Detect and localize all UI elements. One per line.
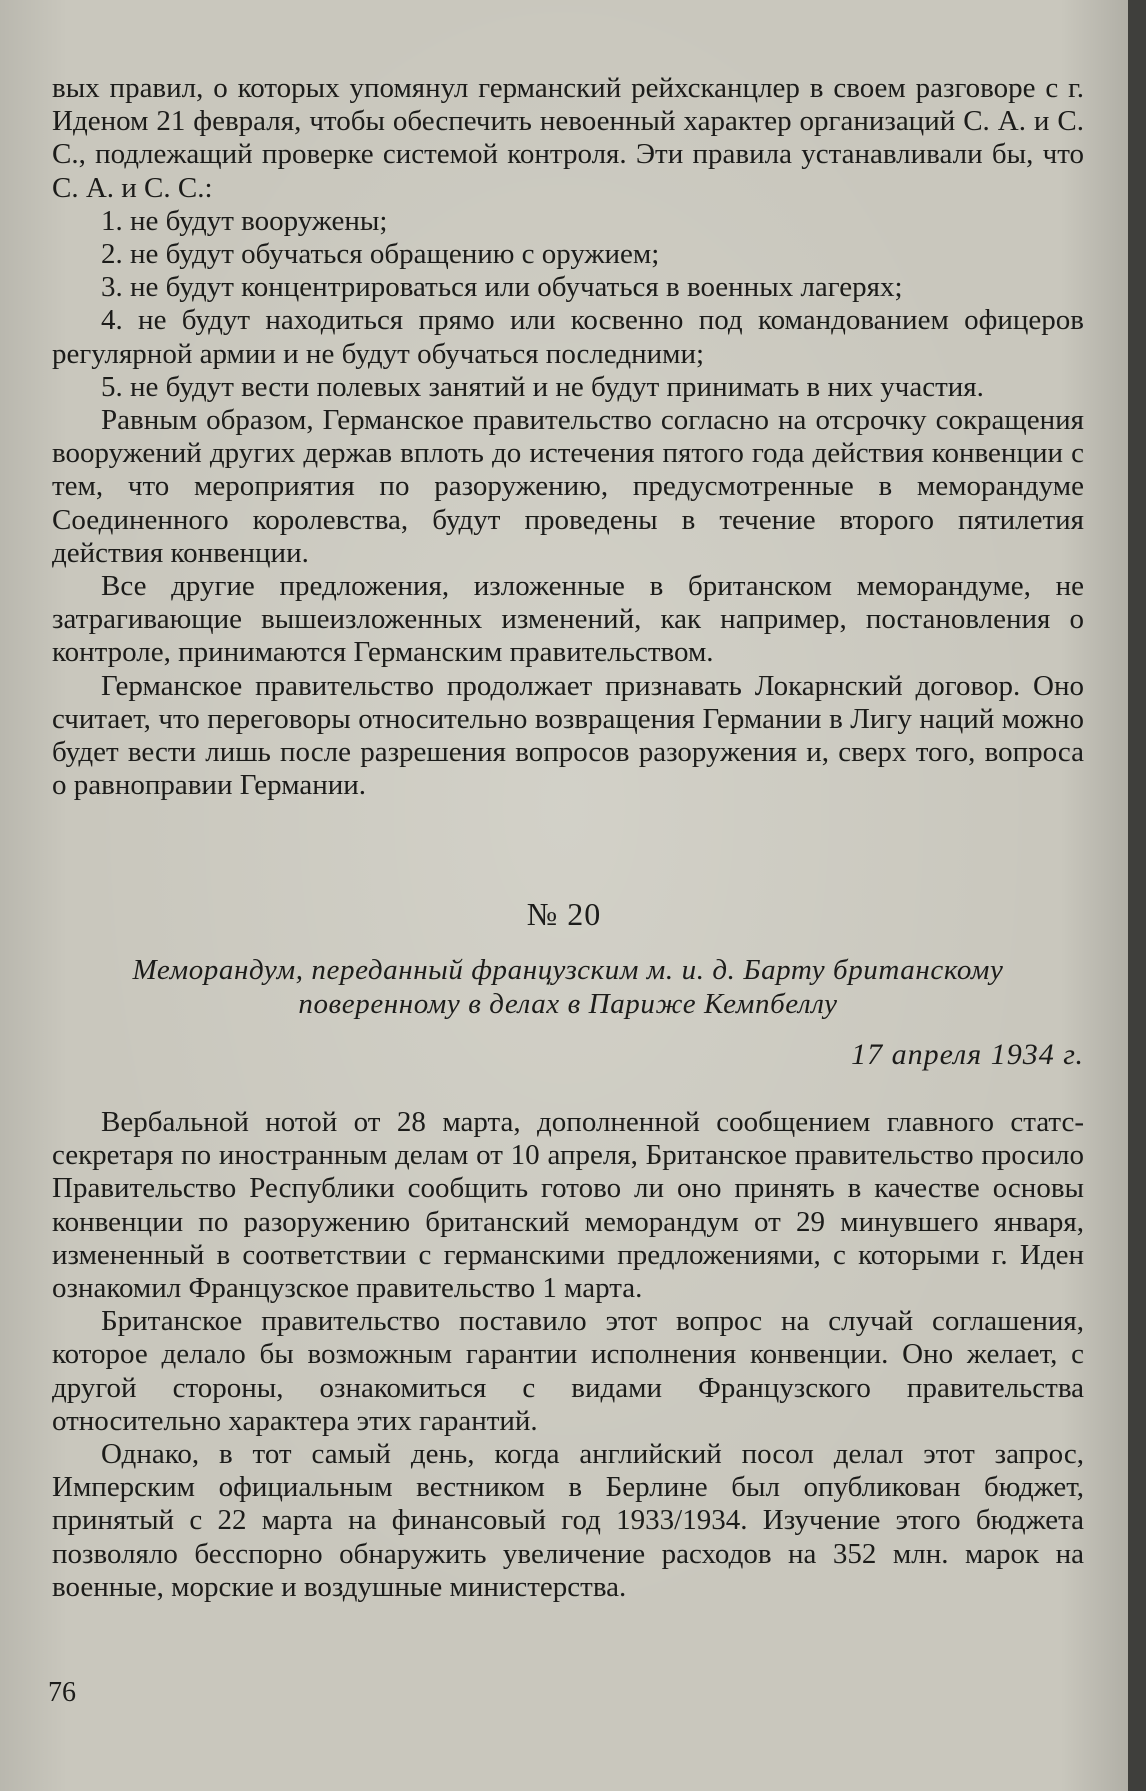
document-number: № 20 <box>526 896 602 932</box>
document-date: 17 апреля 1934 г. <box>851 1038 1084 1071</box>
rule-item: 4. не будут находиться прямо или косвенно под командованием офицеров регулярной армии и не будут обучаться последними; <box>52 304 1084 370</box>
rule-item: 1. не будут вооружены; <box>101 204 388 237</box>
body-paragraph: Все другие предложения, изложенные в британском меморандуме, не затрагивающие вышеизложенных изменений, как например, постановления о контроле, принимаются Германским правительством. <box>52 570 1084 669</box>
rule-item: 5. не будут вести полевых занятий и не будут принимать в них участия. <box>101 370 984 403</box>
document-body <box>52 1106 1084 1604</box>
page-edge-shadow <box>1128 0 1146 1791</box>
sa-ss-rules-list <box>52 205 1084 404</box>
body-paragraph: Британское правительство поставило этот вопрос на случай соглашения, которое делало бы возможным гарантии исполнения конвенции. Оно желает, с другой стороны, ознакомиться с видами Французского правительства относительно характера этих гарантий. <box>52 1305 1084 1437</box>
body-paragraph: Германское правительство продолжает признавать Локарнский договор. Оно считает, что переговоры относительно возвращения Германии в Лигу наций можно будет вести лишь после разрешения вопросов разоружения и, сверх того, вопроса о равноправии Германии. <box>52 669 1084 802</box>
page-number: 76 <box>48 1677 76 1708</box>
continued-text-section <box>52 72 1084 802</box>
body-paragraph: Равным образом, Германское правительство согласно на отсрочку сокращения вооружений других держав вплоть до истечения пятого года действия конвенции с тем, что мероприятия по разоружению, предусмотренные в меморандуме Соединенного королевства, будут проведены в течение второго пятилетия действия конвенции. <box>52 404 1084 569</box>
intro-paragraph: вых правил, о которых упомянул германский рейхсканцлер в своем разговоре с г. Иденом 21 февраля, чтобы обеспечить невоенный характер организаций С. А. и С. С., подлежащий проверке системой контроля. Эти правила устанавливали бы, что С. А. и С. С.: <box>52 72 1084 204</box>
document-title: Меморандум, переданный французским м. и. д. Барту британскому поверенному в делах в Париже Кемпбеллу <box>132 954 1004 1020</box>
body-paragraph: Вербальной нотой от 28 марта, дополненной сообщением главного статс-секретаря по иностранным делам от 10 апреля, Британское правительство просило Правительство Республики сообщить готово ли оно принять в качестве основы конвенции по разоружению британский меморандум от 29 минувшего января, измененный в соответствии с германскими предложениями, с которыми г. Иден ознакомил Французское правительство 1 марта. <box>52 1106 1084 1305</box>
rule-item: 3. не будут концентрироваться или обучаться в военных лагерях; <box>101 271 903 304</box>
rule-item: 2. не будут обучаться обращению с оружием; <box>101 238 660 271</box>
body-paragraph: Однако, в тот самый день, когда английский посол делал этот запрос, Имперским официальным вестником в Берлине был опубликован бюджет, принятый с 22 марта на финансовый год 1933/1934. Изучение этого бюджета позволяло бесспорно обнаружить увеличение расходов на 352 млн. марок на военные, морские и воздушные министерства. <box>52 1438 1084 1603</box>
